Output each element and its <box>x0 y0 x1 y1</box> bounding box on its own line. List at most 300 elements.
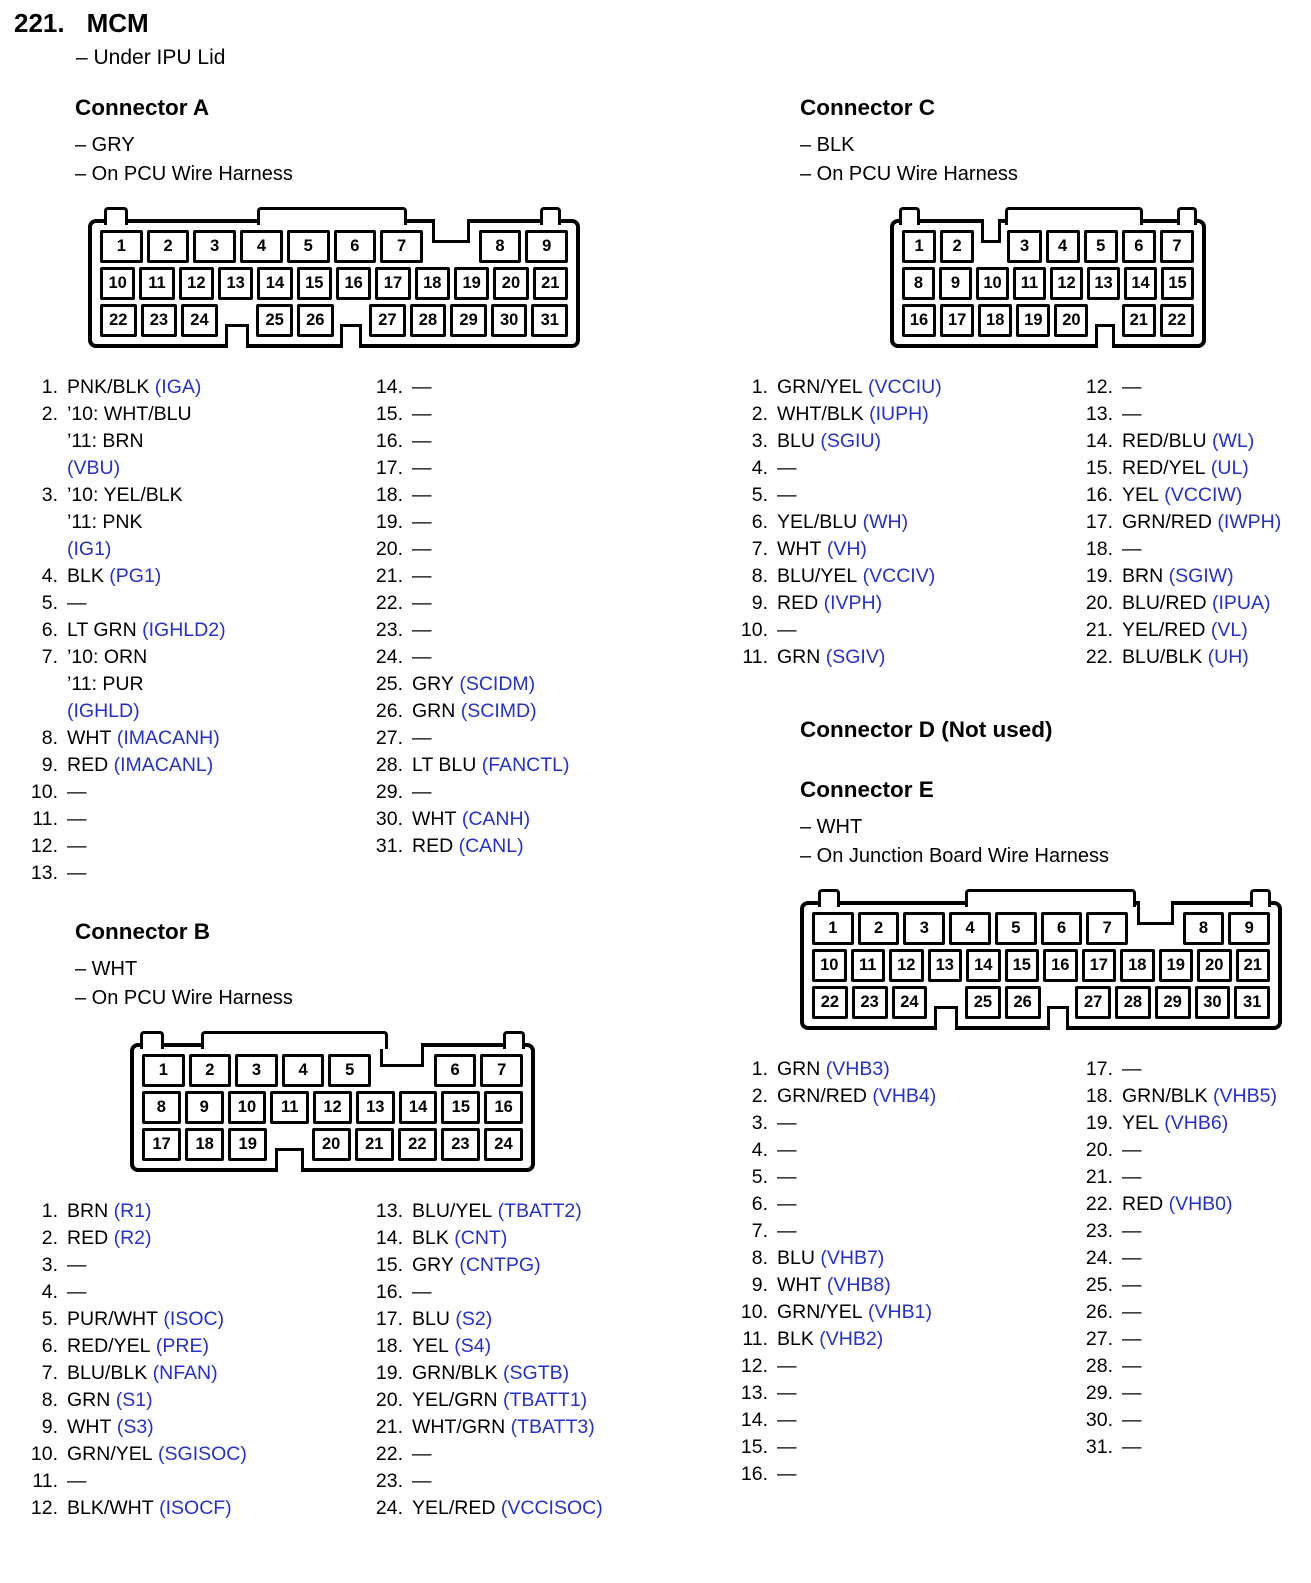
pin-entry <box>730 401 1075 428</box>
wire-color: ’10: WHT/BLU <box>67 403 192 425</box>
wire-color: YEL/BLU <box>777 511 858 533</box>
pin-cell: 5 <box>287 230 330 263</box>
pin-number: 30. <box>375 808 403 830</box>
pin-number: 20. <box>375 538 403 560</box>
pin-description <box>1122 563 1234 590</box>
signal-code: (TBATT2) <box>492 1200 582 1222</box>
signal-code: (SGISOC) <box>152 1443 247 1465</box>
pin-line <box>1122 590 1270 617</box>
pin-cell: 4 <box>1046 230 1080 263</box>
pin-description <box>777 536 867 563</box>
pin-entry <box>365 536 665 563</box>
pin-entry <box>730 536 1075 563</box>
wire-color: RED <box>777 592 819 614</box>
pin-description <box>1122 455 1249 482</box>
pin-description <box>777 1191 797 1218</box>
pin-description <box>412 401 432 428</box>
connector-key-tab <box>1005 207 1144 225</box>
pin-description <box>777 1461 797 1488</box>
pin-line <box>412 455 432 482</box>
keying-gap <box>427 230 475 263</box>
pin-number: 19. <box>375 511 403 533</box>
wire-color: YEL/RED <box>412 1497 496 1519</box>
pin-list-column <box>20 1198 365 1522</box>
pin-line <box>1122 1083 1277 1110</box>
pin-number: 26. <box>1085 1301 1113 1323</box>
wire-color: GRN/BLK <box>412 1362 498 1384</box>
pin-line <box>412 1468 432 1495</box>
wire-color: — <box>1122 1328 1142 1350</box>
signal-code: (VCCIU) <box>862 376 942 398</box>
pin-number: 22. <box>1085 646 1113 668</box>
pin-description <box>1122 1137 1142 1164</box>
pin-number: 9. <box>41 1416 58 1438</box>
pin-description <box>412 428 432 455</box>
pin-cell: 3 <box>193 230 236 263</box>
connector-heading: Connector A <box>75 95 210 120</box>
pin-line <box>412 1252 541 1279</box>
pin-cell: 18 <box>415 267 450 300</box>
wire-color: BLU/BLK <box>67 1362 148 1384</box>
pin-cell: 6 <box>1041 912 1083 945</box>
pin-row <box>902 230 1194 263</box>
pin-line <box>412 536 432 563</box>
pin-number: 30. <box>1085 1409 1113 1431</box>
connector-note: – On PCU Wire Harness <box>75 163 293 185</box>
connector-note: – On PCU Wire Harness <box>75 987 293 1009</box>
pin-description <box>67 752 213 779</box>
keying-notch <box>340 324 362 348</box>
pin-description <box>67 1252 87 1279</box>
wire-color: — <box>1122 1166 1142 1188</box>
page-title <box>14 8 149 39</box>
pin-description <box>412 563 432 590</box>
signal-code: (TBATT3) <box>505 1416 595 1438</box>
pin-description <box>67 1441 247 1468</box>
pin-cell: 6 <box>1122 230 1156 263</box>
pin-line <box>1122 509 1281 536</box>
wire-color: — <box>777 1139 797 1161</box>
pin-row <box>100 230 568 263</box>
connector-key-tab <box>140 1031 164 1049</box>
pin-cell: 14 <box>399 1091 438 1124</box>
wire-color: — <box>777 1112 797 1134</box>
pin-description <box>777 401 929 428</box>
pin-line <box>777 428 881 455</box>
pin-entry <box>365 644 665 671</box>
pin-cell: 6 <box>334 230 377 263</box>
wire-color: — <box>412 430 432 452</box>
wire-color: — <box>67 781 87 803</box>
pin-entry <box>365 725 665 752</box>
pin-description <box>412 752 569 779</box>
signal-code: (IVPH) <box>818 592 883 614</box>
connector-note: – On Junction Board Wire Harness <box>800 845 1110 867</box>
pin-line <box>777 563 935 590</box>
pin-description <box>777 428 881 455</box>
pin-entry <box>20 806 365 833</box>
pin-entry <box>20 401 365 482</box>
pin-cell: 8 <box>479 230 522 263</box>
pin-entry <box>1075 1434 1305 1461</box>
pin-entry <box>365 1495 665 1522</box>
pin-entry <box>20 1441 365 1468</box>
pin-description <box>412 806 530 833</box>
pin-line <box>1122 1272 1142 1299</box>
pin-entry <box>20 1495 365 1522</box>
pin-cell: 12 <box>1050 267 1083 300</box>
wire-color: BLU/BLK <box>1122 646 1203 668</box>
pin-cell: 2 <box>189 1054 232 1087</box>
pin-entry <box>365 482 665 509</box>
wire-color: BLU/YEL <box>777 565 858 587</box>
pin-entry <box>365 806 665 833</box>
pin-description <box>67 563 161 590</box>
pin-entry <box>365 1333 665 1360</box>
pin-description <box>1122 617 1248 644</box>
connector-diagram <box>800 901 1282 1030</box>
pin-line <box>1122 374 1142 401</box>
pin-description <box>412 671 535 698</box>
wire-color: BLK/WHT <box>67 1497 154 1519</box>
pin-number: 29. <box>375 781 403 803</box>
pin-number: 21. <box>1085 619 1113 641</box>
pin-line <box>777 1245 884 1272</box>
pin-cell: 29 <box>450 304 487 337</box>
wire-color: YEL/RED <box>1122 619 1206 641</box>
pin-entry <box>365 617 665 644</box>
pin-description <box>777 1056 890 1083</box>
pin-line <box>67 1468 87 1495</box>
pin-cell: 30 <box>491 304 528 337</box>
signal-code: (IGHLD) <box>67 700 140 722</box>
pin-line <box>67 617 226 644</box>
pin-line <box>67 1198 152 1225</box>
pin-entry <box>1075 644 1305 671</box>
wire-color: — <box>1122 403 1142 425</box>
pin-row <box>100 304 568 337</box>
pin-line <box>412 779 432 806</box>
pin-entry <box>1075 1299 1305 1326</box>
signal-code: (VHB6) <box>1158 1112 1229 1134</box>
pin-number: 3. <box>41 484 58 506</box>
pin-cell: 4 <box>949 912 991 945</box>
pin-number: 21. <box>375 565 403 587</box>
pin-entry <box>730 1083 1075 1110</box>
wire-color: ’10: ORN <box>67 646 148 668</box>
pin-entry <box>1075 617 1305 644</box>
pin-entry <box>1075 482 1305 509</box>
pin-entry <box>730 509 1075 536</box>
pin-number: 7. <box>751 1220 768 1242</box>
pin-number: 23. <box>375 1470 403 1492</box>
pin-entry <box>1075 401 1305 428</box>
pin-description <box>777 482 797 509</box>
wire-color: — <box>1122 1274 1142 1296</box>
pin-description <box>67 401 192 482</box>
pin-entry <box>20 1279 365 1306</box>
pin-entry <box>1075 1056 1305 1083</box>
pin-entry <box>365 671 665 698</box>
connector-key-tab <box>540 207 562 225</box>
pin-description <box>1122 1110 1228 1137</box>
pin-number: 8. <box>751 565 768 587</box>
signal-code: (CANH) <box>456 808 531 830</box>
pin-row <box>142 1091 523 1124</box>
signal-code: (NFAN) <box>147 1362 218 1384</box>
pin-description <box>67 1360 218 1387</box>
pin-description <box>777 1245 884 1272</box>
pin-entry <box>20 833 365 860</box>
connector-key-tab <box>965 889 1136 907</box>
signal-code: (IG1) <box>67 538 112 560</box>
signal-code: (IMACANH) <box>111 727 220 749</box>
pin-description <box>67 725 220 752</box>
wire-color: — <box>412 1443 432 1465</box>
wire-color: YEL <box>1122 1112 1159 1134</box>
pin-number: 9. <box>41 754 58 776</box>
wire-color: GRN <box>777 1058 821 1080</box>
pin-description <box>412 725 432 752</box>
pin-cell: 2 <box>147 230 190 263</box>
pin-number: 22. <box>375 1443 403 1465</box>
pin-cell: 12 <box>179 267 214 300</box>
pin-entry <box>730 1245 1075 1272</box>
pin-description <box>67 806 87 833</box>
wire-color: YEL/GRN <box>412 1389 498 1411</box>
pin-line <box>67 752 213 779</box>
keying-gap <box>338 304 366 337</box>
pin-description <box>412 1495 603 1522</box>
pin-entry <box>730 563 1075 590</box>
pin-cell: 27 <box>1075 986 1111 1019</box>
pin-entry <box>20 644 365 725</box>
wire-color: ’11: BRN <box>67 430 144 452</box>
pin-line <box>1122 1245 1142 1272</box>
pin-line <box>412 644 432 671</box>
pin-entry <box>365 563 665 590</box>
pin-number: 3. <box>751 1112 768 1134</box>
pin-entry <box>1075 1380 1305 1407</box>
pin-cell: 1 <box>902 230 936 263</box>
pin-description <box>1122 1353 1142 1380</box>
pin-number: 22. <box>1085 1193 1113 1215</box>
pin-entry <box>1075 536 1305 563</box>
pin-line <box>1122 1407 1142 1434</box>
pin-entry <box>1075 590 1305 617</box>
pin-description <box>412 1279 432 1306</box>
pin-cell: 6 <box>434 1054 477 1087</box>
pin-number: 17. <box>1085 511 1113 533</box>
pin-entry <box>20 1468 365 1495</box>
pin-line <box>67 374 201 401</box>
pin-number: 2. <box>41 1227 58 1249</box>
pin-cell: 3 <box>1007 230 1041 263</box>
pin-entry <box>365 1414 665 1441</box>
pin-cell: 28 <box>410 304 447 337</box>
pin-line <box>67 563 161 590</box>
pin-number: 14. <box>740 1409 768 1431</box>
signal-code: (VH) <box>821 538 867 560</box>
pin-description <box>412 1198 582 1225</box>
pin-number: 15. <box>375 403 403 425</box>
pin-description <box>777 617 797 644</box>
pin-cell: 11 <box>851 949 886 982</box>
pin-entry <box>730 1137 1075 1164</box>
pin-number: 27. <box>1085 1328 1113 1350</box>
pin-cell: 13 <box>218 267 253 300</box>
signal-code: (CNT) <box>448 1227 508 1249</box>
pin-list <box>730 1056 1305 1488</box>
pin-line <box>67 1279 87 1306</box>
keying-notch <box>1095 324 1115 348</box>
pin-line <box>1122 1299 1142 1326</box>
pin-list-column <box>1075 374 1305 671</box>
pin-entry <box>20 860 365 887</box>
pin-entry <box>730 644 1075 671</box>
connector-diagram-wrap <box>730 219 1305 348</box>
wire-color: BLK <box>67 565 104 587</box>
pin-cell: 21 <box>1122 304 1156 337</box>
wire-color: GRN/BLK <box>1122 1085 1208 1107</box>
pin-line <box>1122 536 1142 563</box>
wire-color: — <box>412 592 432 614</box>
wire-color: WHT/GRN <box>412 1416 506 1438</box>
pin-description <box>67 1414 154 1441</box>
pin-entry <box>730 1272 1075 1299</box>
keying-gap <box>375 1054 430 1087</box>
pin-cell: 12 <box>889 949 924 982</box>
wire-color: WHT/BLK <box>777 403 864 425</box>
pin-line <box>1122 455 1249 482</box>
signal-code: (CANL) <box>453 835 524 857</box>
pin-cell: 19 <box>1159 949 1194 982</box>
connector-key-tab <box>104 207 128 225</box>
pin-entry <box>730 374 1075 401</box>
pin-line <box>412 1279 432 1306</box>
pin-line <box>777 1218 797 1245</box>
pin-line <box>777 1380 797 1407</box>
pin-description <box>777 455 797 482</box>
pin-cell: 15 <box>1005 949 1040 982</box>
pin-number: 13. <box>375 1200 403 1222</box>
pin-line <box>777 536 867 563</box>
pin-line <box>67 860 87 887</box>
pin-entry <box>730 1407 1075 1434</box>
pin-entry <box>1075 563 1305 590</box>
pin-entry <box>365 833 665 860</box>
pin-cell: 8 <box>142 1091 181 1124</box>
pin-entry <box>365 1252 665 1279</box>
pin-number: 20. <box>1085 1139 1113 1161</box>
pin-line <box>777 1461 797 1488</box>
wire-color: — <box>412 457 432 479</box>
pin-description <box>67 1333 209 1360</box>
connector-note: – WHT <box>75 958 138 980</box>
connector-note: – On PCU Wire Harness <box>800 163 1018 185</box>
pin-number: 15. <box>740 1436 768 1458</box>
pin-line <box>1122 1191 1233 1218</box>
pin-row <box>902 267 1194 300</box>
signal-code: (S3) <box>111 1416 154 1438</box>
pin-description <box>777 374 942 401</box>
connector-heading: Connector B <box>75 919 210 944</box>
keying-notch <box>432 219 470 243</box>
signal-code: (R1) <box>108 1200 152 1222</box>
pin-list-column <box>365 374 665 887</box>
pin-description <box>67 860 87 887</box>
pin-description <box>412 1225 507 1252</box>
pin-description <box>412 1333 491 1360</box>
pin-number: 18. <box>1085 1085 1113 1107</box>
signal-code: (SGIV) <box>820 646 886 668</box>
pin-line <box>412 1414 595 1441</box>
pin-number: 26. <box>375 700 403 722</box>
wire-color: BRN <box>67 1200 109 1222</box>
signal-code: (TBATT1) <box>497 1389 588 1411</box>
pin-number: 23. <box>375 619 403 641</box>
pin-entry <box>730 1218 1075 1245</box>
pin-number: 16. <box>1085 484 1113 506</box>
wire-color: PNK/BLK <box>67 376 150 398</box>
pin-list <box>730 374 1305 671</box>
connector-key-tab <box>1250 889 1271 907</box>
pin-description <box>1122 1218 1142 1245</box>
section-name: MCM <box>86 8 149 38</box>
pin-description <box>777 509 908 536</box>
pin-cell: 17 <box>142 1128 181 1161</box>
pin-number: 2. <box>751 403 768 425</box>
pin-description <box>1122 1191 1233 1218</box>
pin-cell: 24 <box>484 1128 523 1161</box>
pin-entry <box>730 1191 1075 1218</box>
wire-color: ’11: PUR <box>67 673 144 695</box>
pin-line <box>777 1110 797 1137</box>
keying-notch <box>225 324 249 348</box>
pin-cell: 17 <box>940 304 974 337</box>
pin-cell: 8 <box>902 267 935 300</box>
pin-number: 31. <box>375 835 403 857</box>
pin-description <box>777 1110 797 1137</box>
wire-color: — <box>1122 1436 1142 1458</box>
pin-description <box>412 374 432 401</box>
wire-color: WHT <box>777 1274 822 1296</box>
wire-color: ’11: PNK <box>67 511 143 533</box>
pin-cell: 4 <box>282 1054 325 1087</box>
wire-color: — <box>412 538 432 560</box>
keying-notch <box>1137 901 1174 925</box>
pin-line <box>412 833 524 860</box>
pin-description <box>67 617 226 644</box>
pin-line <box>412 509 432 536</box>
pin-line <box>412 590 432 617</box>
signal-code: (PG1) <box>103 565 162 587</box>
pin-description <box>67 1495 232 1522</box>
pin-cell: 24 <box>892 986 928 1019</box>
pin-cell: 5 <box>1084 230 1118 263</box>
keying-gap <box>1045 986 1072 1019</box>
pin-line <box>67 1414 154 1441</box>
pin-number: 10. <box>30 781 58 803</box>
pin-line <box>1122 617 1248 644</box>
pin-line <box>777 1326 883 1353</box>
keying-gap <box>1092 304 1117 337</box>
pin-line <box>777 482 797 509</box>
wire-color: — <box>412 619 432 641</box>
pin-number: 19. <box>1085 565 1113 587</box>
pin-number: 12. <box>740 1355 768 1377</box>
pin-number: 20. <box>1085 592 1113 614</box>
